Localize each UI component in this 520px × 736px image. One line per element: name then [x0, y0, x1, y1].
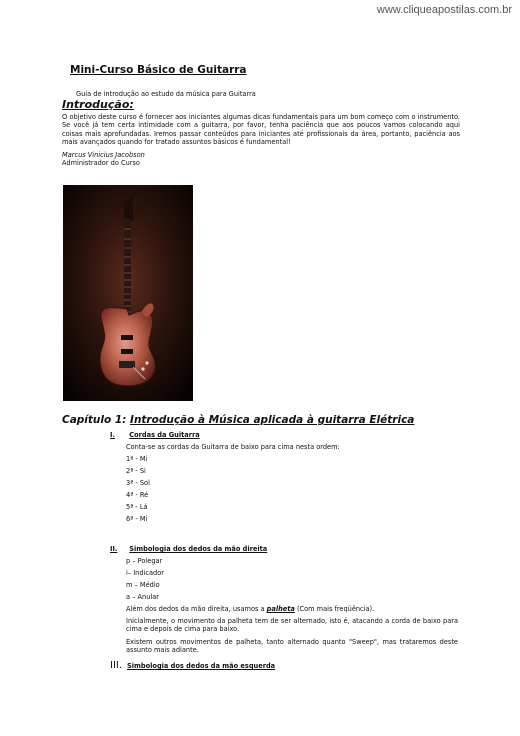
document-title: Mini-Curso Básico de Guitarra — [70, 64, 247, 76]
pick-text-after: (Com mais freqüência). — [294, 605, 375, 613]
author-name: Marcus Vinicius Jacobson — [62, 151, 145, 159]
section-number: III. — [110, 660, 123, 671]
finger-item: a – Anular — [126, 593, 159, 601]
string-item: 5ª - Lá — [126, 503, 148, 511]
intro-heading: Introdução: — [62, 98, 134, 111]
section-heading-right-hand — [110, 545, 267, 553]
section-heading-strings — [110, 431, 200, 439]
pick-text-before: Além dos dedos da mão direita, usamos a — [126, 605, 267, 613]
strings-intro: Conta-se as cordas da Guitarra de baixo para cima nesta ordem: — [126, 443, 340, 451]
section-label: Simbologia dos dedos da mão esquerda — [127, 662, 276, 670]
section-heading-left-hand — [110, 660, 275, 671]
pick-paragraph — [126, 605, 458, 613]
document-subtitle: Guia de introdução ao estudo da música para Guitarra — [76, 90, 256, 98]
chapter-heading — [62, 414, 414, 426]
chapter-title: Introdução à Música aplicada à guitarra Elétrica — [130, 414, 415, 426]
finger-item: i– Indicador — [126, 569, 164, 577]
string-item: 4ª - Ré — [126, 491, 149, 499]
section-number: II. — [110, 545, 118, 553]
string-item: 2ª - Si — [126, 467, 146, 475]
finger-item: p – Polegar — [126, 557, 163, 565]
sweep-paragraph: Existem outros movimentos de palheta, tanto alternado quanto "Sweep", mas trataremos deste assunto mais adiante. — [126, 638, 458, 655]
string-item: 1ª - Mi — [126, 455, 148, 463]
pick-link[interactable]: palheta — [266, 605, 295, 613]
watermark: www.cliqueapostilas.com.br — [376, 4, 512, 16]
intro-paragraph: O objetivo deste curso é fornecer aos iniciantes algumas dicas fundamentais para um bom começo com o instrumento. Se você já tem certa intimidade com a guitarra, por favor, tenha paciência que aos poucos vamos colocando aqui coisas mais aprofundadas. Iremos passar conteúdos para iniciantes até profissionais da área, portanto, paciência aos mais avançados quando for tratado assuntos básicos é fundamental! — [62, 113, 460, 146]
chapter-prefix: Capítulo 1: — [62, 414, 127, 426]
alternate-pick-paragraph: Inicialmente, o movimento da palheta tem de ser alternado, isto é, atacando a corda de baixo para cima e depois de cima para baixo. — [126, 617, 458, 634]
guitar-photo — [63, 185, 193, 401]
section-label: Cordas da Guitarra — [129, 431, 200, 439]
finger-item: m – Médio — [126, 581, 160, 589]
string-item: 6ª - Mi — [126, 515, 148, 523]
section-label: Simbologia dos dedos da mão direita — [129, 545, 268, 553]
section-number: I. — [110, 431, 115, 439]
string-item: 3ª - Sol — [126, 479, 150, 487]
author-role: Administrador do Curso — [62, 159, 140, 167]
